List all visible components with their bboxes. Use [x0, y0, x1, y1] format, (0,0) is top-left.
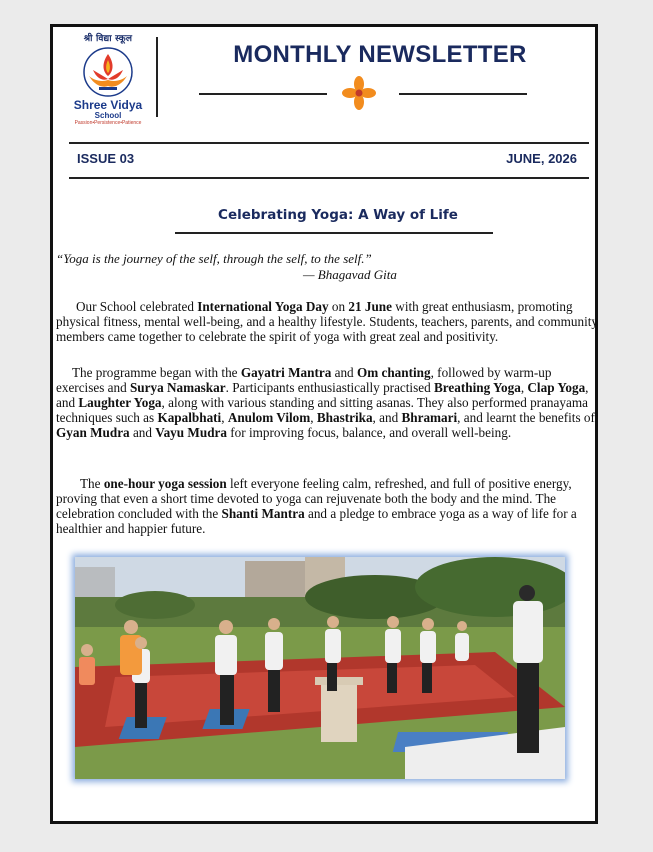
bold-text-run: Vayu Mudra [155, 425, 227, 440]
header-divider [156, 37, 158, 117]
text-run: . Participants enthusiastically practised [225, 380, 434, 395]
bold-text-run: one-hour yoga session [103, 476, 227, 491]
bold-text-run: Om chanting [356, 365, 431, 380]
newsletter-page [50, 24, 598, 824]
article-quote: “Yoga is the journey of the self, through the self, to the self.” [56, 251, 372, 266]
bold-text-run: Bhastrika [316, 410, 373, 425]
quote-source: — Bhagavad Gita [303, 267, 397, 282]
bold-text-run: Laughter Yoga [78, 395, 162, 410]
bold-text-run: Bhramari [401, 410, 458, 425]
issue-date: JUNE, 2026 [506, 151, 577, 166]
bold-text-run: Surya Namaskar [129, 380, 226, 395]
text-run: The programme began with the [72, 365, 241, 380]
yoga-session-photo [75, 557, 565, 779]
text-run: The [80, 476, 104, 491]
text-run: , and [56, 380, 589, 410]
bold-text-run: Clap Yoga [527, 380, 586, 395]
text-run: , [520, 380, 528, 395]
title-rule-left [199, 93, 327, 95]
article-title: Celebrating Yoga: A Way of Life [218, 207, 458, 223]
bold-text-run: 21 June [348, 299, 392, 314]
issue-rule-bottom [69, 177, 589, 179]
article-paragraph-3 [56, 476, 598, 536]
text-run: Our School celebrated [76, 299, 198, 314]
bold-text-run: International Yoga Day [197, 299, 329, 314]
text-run: , along with various standing and sitting asanas. They also performed pranayama techniques such as [56, 395, 588, 425]
issue-rule-top [69, 142, 589, 144]
article-title-rule [175, 232, 493, 234]
article-paragraph-2 [56, 365, 598, 440]
text-run: and [129, 425, 156, 440]
article-paragraph-1 [56, 299, 598, 344]
text-run: left everyone feeling calm, refreshed, and full of positive energy, proving that even a short time devoted to yoga can rejuvenate both the body and the mind. The celebration concluded with the [56, 476, 572, 521]
bold-text-run: Gyan Mudra [56, 425, 130, 440]
text-run: , followed by warm-up exercises and [56, 365, 552, 395]
text-run: , and learnt the benefits of [457, 410, 595, 425]
text-run: and [331, 365, 357, 380]
text-run: , [310, 410, 317, 425]
logo-school-name: Shree Vidya [73, 98, 143, 112]
title-rule-right [399, 93, 527, 95]
school-logo [67, 29, 149, 133]
text-run: for improving focus, balance, and overall well-being. [226, 425, 512, 440]
lotus-flower-icon [342, 76, 376, 110]
bold-text-run: Shanti Mantra [221, 506, 305, 521]
school-emblem-icon [77, 46, 139, 98]
bold-text-run: Gayatri Mantra [240, 365, 332, 380]
bold-text-run: Anulom Vilom [227, 410, 311, 425]
bold-text-run: Kapalbhati [157, 410, 222, 425]
text-run: with great enthusiasm, promoting physical fitness, mental well-being, and a healthy lifestyle. Students, teachers, parents, and community members came together to celebrate the spirit of yoga with great zeal and positivity. [56, 299, 599, 344]
bold-text-run: Breathing Yoga [433, 380, 521, 395]
text-run: and a pledge to embrace yoga as a way of life for a healthier and happier future. [56, 506, 577, 536]
text-run: on [328, 299, 349, 314]
yoga-photo-illustration [75, 557, 565, 779]
issue-number: ISSUE 03 [77, 151, 135, 166]
text-run: , [221, 410, 228, 425]
logo-school-sub: School [94, 111, 122, 120]
text-run: , and [372, 410, 402, 425]
logo-hindi-name: श्री विद्या स्कूल [83, 34, 133, 44]
logo-tagline: Passion•Persistence•Patience [74, 120, 142, 126]
newsletter-title: MONTHLY NEWSLETTER [233, 41, 527, 68]
